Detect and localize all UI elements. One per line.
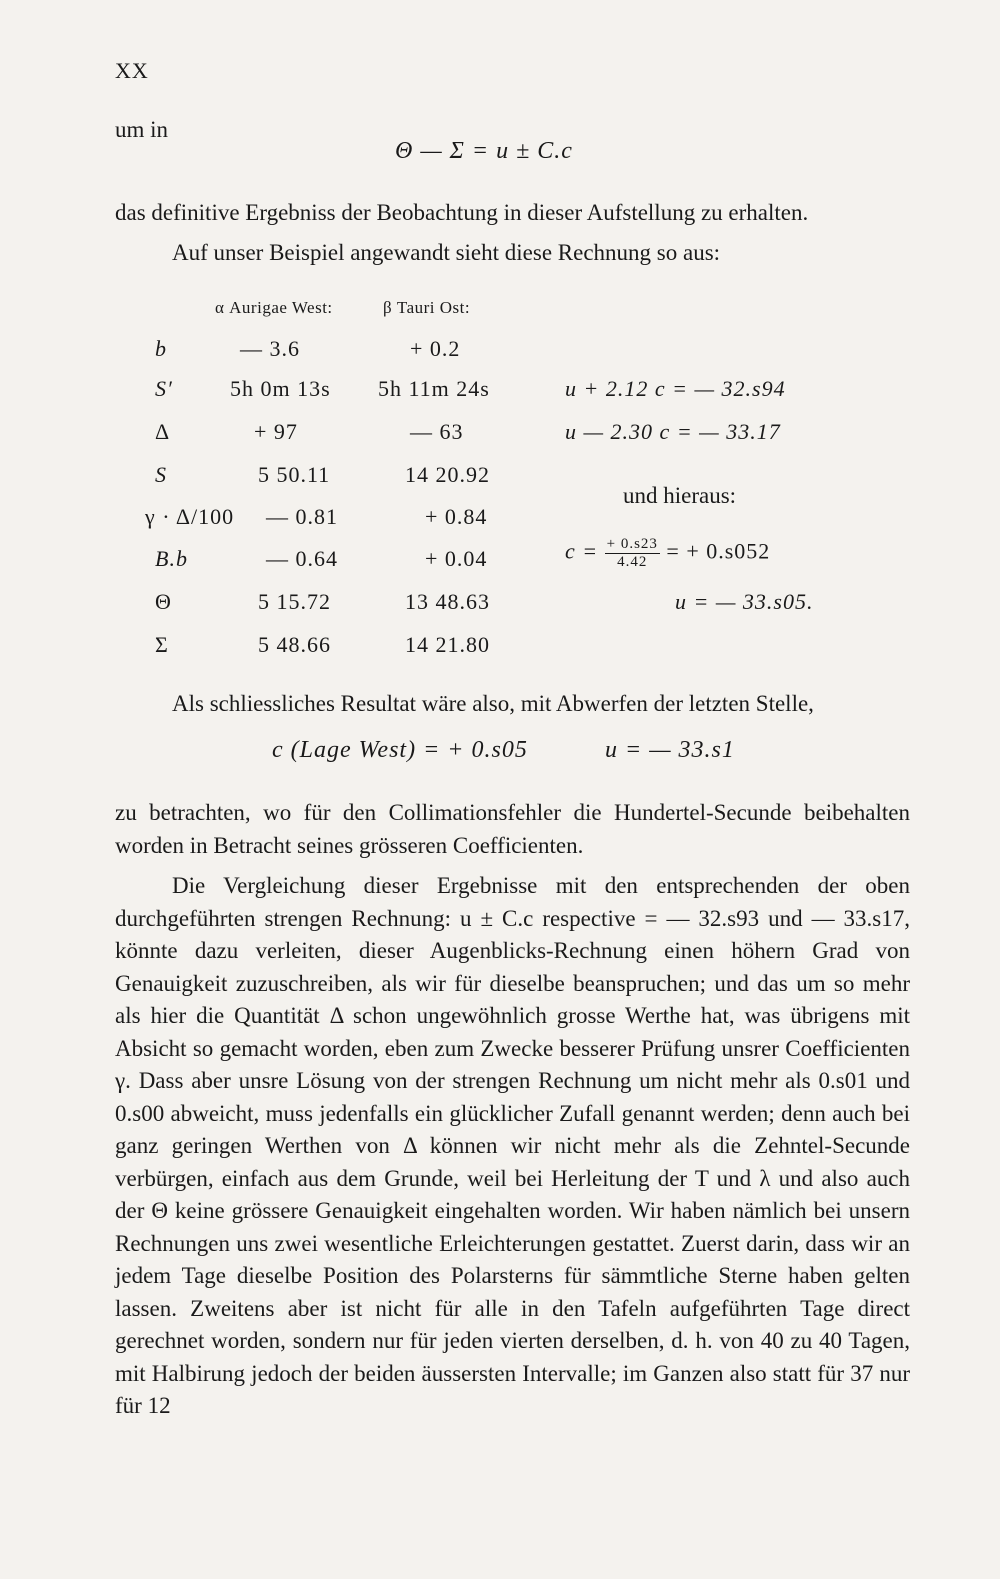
west-value: 5h 0m 13s [230, 376, 331, 401]
west-value: 5 50.11 [258, 462, 331, 487]
row-label: b [155, 336, 167, 361]
c-denominator: 4.42 [617, 554, 648, 570]
east-value: + 0.84 [425, 504, 488, 529]
main-formula: Θ — Σ = u ± C.c [395, 138, 573, 164]
c-numerator: + 0.s23 [606, 536, 658, 552]
paragraph-1-text: zu betrachten, wo für den Collimationsfehler die Hundertel-Secunde beibehalten worden in Betracht seines grösseren Coefficienten. [115, 800, 910, 858]
east-value: 14 20.92 [405, 462, 490, 487]
example-sentence: Auf unser Beispiel angewandt sieht diese Rechnung so aus: [172, 240, 721, 265]
u-formula: u = — 33.s1 [605, 737, 735, 763]
west-value: 5 15.72 [258, 589, 331, 614]
west-value: + 97 [254, 419, 298, 444]
column-head-east: β Tauri Ost: [383, 298, 471, 317]
equation-1: u + 2.12 c = — 32.s94 [565, 376, 786, 401]
column-head-west: α Aurigae West: [215, 298, 333, 317]
west-value: — 0.81 [266, 504, 338, 529]
row-label: Δ [155, 419, 171, 444]
east-value: 14 21.80 [405, 632, 490, 657]
c-equation [565, 536, 770, 571]
west-value: 5 48.66 [258, 632, 331, 657]
row-label: S [155, 462, 167, 487]
hence-text: und hieraus: [623, 483, 737, 508]
east-value: 13 48.63 [405, 589, 490, 614]
east-value: — 63 [410, 419, 464, 444]
c-lhs: c = [565, 538, 599, 564]
west-value: — 3.6 [240, 336, 300, 361]
result-sentence: das definitive Ergebniss der Beobachtung in dieser Aufstellung zu erhalten. [115, 200, 809, 225]
c-fraction [605, 536, 660, 571]
c-rhs: = + 0.s052 [666, 538, 771, 564]
east-value: + 0.04 [425, 546, 488, 571]
row-label: Σ [155, 632, 169, 657]
row-label: B.b [155, 546, 188, 571]
c-west-formula: c (Lage West) = + 0.s05 [272, 737, 528, 763]
west-value: — 0.64 [266, 546, 338, 571]
page-number: XX [115, 58, 149, 83]
u-result: u = — 33.s05. [675, 589, 814, 614]
paragraph-2-text: Die Vergleichung dieser Ergebnisse mit den entsprechenden der oben durchgeführten strengen Rechnung: u ± C.c respective = — 32.s93 und — 33.s17, könnte dazu verleiten, dieser Augenblicks-Rechnung einen höhern Grad von Genauigkeit zuzuschreiben, als wir für dieselbe beanspruchen; und das um so mehr als hier die Quantität Δ schon ungewöhnlich grosse Werthe hat, was übrigens mit Absicht so gemacht worden, eben zum Zwecke besserer Prüfung unsrer Coefficienten γ. Dass aber unsre Lösung von der strengen Rechnung um nicht mehr als 0.s01 und 0.s00 abweicht, muss jedenfalls ein glücklicher Zufall genannt werden; denn auch bei ganz geringen Werthen von Δ können wir nicht mehr als die Zehntel-Secunde verbürgen, einfach aus dem Grunde, weil bei Herleitung der T und λ und also auch der Θ keine grössere Genauigkeit eingehalten worden. Wir haben nämlich bei unsern Rechnungen uns zwei wesentliche Erleichterungen gestattet. Zuerst darin, dass wir an jedem Tage dieselbe Position des Polarsterns für sämmtliche Sterne haben gelten lassen. Zweitens aber ist nicht für alle in den Tafeln aufgeführten Tage direct gerechnet worden, sondern nur für jeden vierten derselben, d. h. von 40 zu 40 Tagen, mit Halbirung jedoch der beiden äussersten Intervalle; im Ganzen also statt für 37 nur für 12 [115, 873, 910, 1418]
conclusion-sentence: Als schliessliches Resultat wäre also, mit Abwerfen der letzten Stelle, [172, 691, 814, 716]
paragraph-2 [115, 870, 910, 1423]
intro-text: um in [115, 117, 169, 142]
paragraph-1 [115, 797, 910, 862]
row-label: Θ [155, 589, 172, 614]
row-label: S′ [155, 376, 173, 401]
equation-2: u — 2.30 c = — 33.17 [565, 419, 781, 444]
east-value: 5h 11m 24s [378, 376, 490, 401]
row-label: γ · Δ/100 [145, 504, 235, 529]
east-value: + 0.2 [410, 336, 461, 361]
